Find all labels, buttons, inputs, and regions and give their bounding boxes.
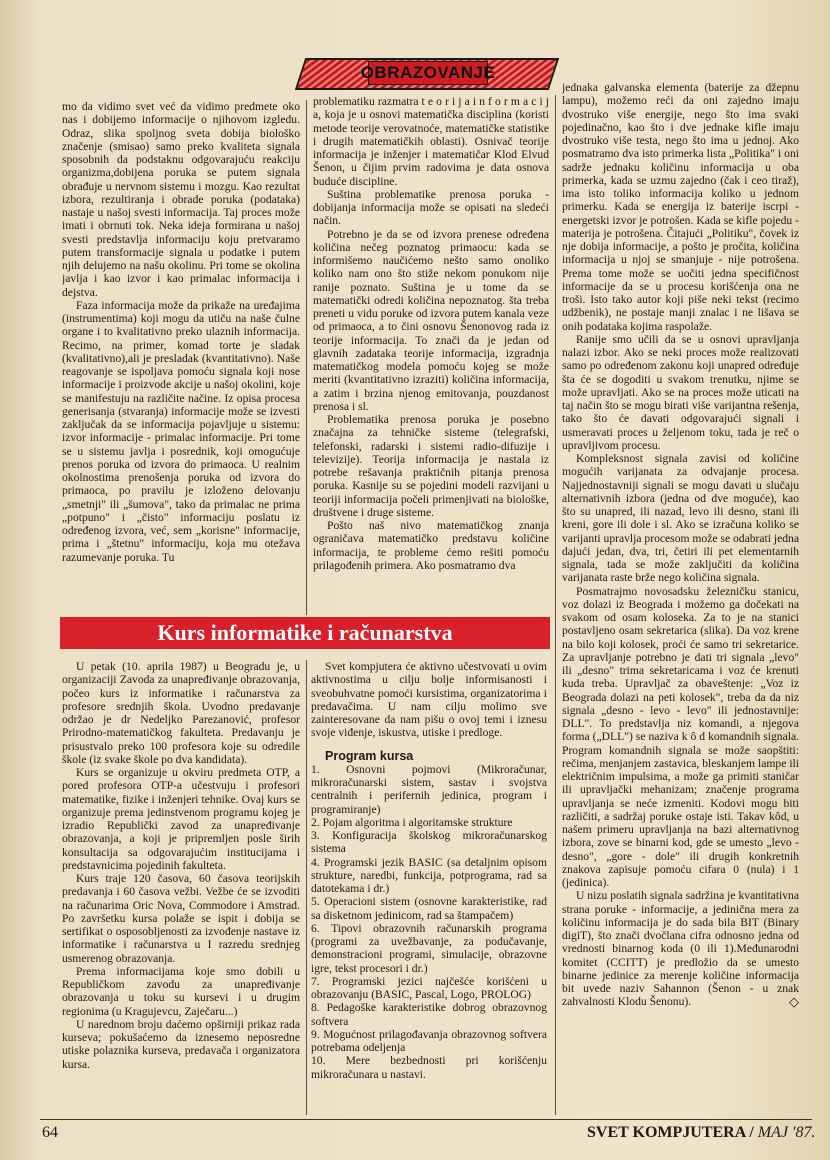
paragraph: Posmatrajmo novosadsku železničku stanicu, voz dolazi iz Beograda i možemo ga dočekati na svakom od osam koloseka. Za to je na stanici postavljeno osam sekretarica (slika). Da voz krene na bilo koji kolosek, proći će samo tri sekretarice. Za upravljanje potrebno je dati tri signala „levo" ili „desno" trima sekretaricama i voz će krenuti kuda treba. Upravljač za obaveštenje: „Voz iz Beograda dolazi na peti kolosek", treba da da niz signala „desno - levo - levo" ili jednostavnije: DLL". To predstavlja niz komandi, a njegova forma („DLL") se naziva k ô d komandnih signala. Program komandnih signala se može saopštiti: rečima, menjanjem zastavica, bleskanjem lampe ili električnim impulsima, a može ga primiti staničar ili upravljački mehanizam; značenje programa upravljanja se neće izmeniti. Kodovi mogu biti različiti, a sadržaj poruke ostaje isti. Takav kôd, u našem primeru upravljanja na bazi alternativnog izbora, zove se binarni kod, gde se umesto „levo - desno", „gore - dole" ili drugih konkretnih znakova zapisuje pomoću cifara 0 (nula) i 1 (jedinica). <box>562 584 799 889</box>
column-divider <box>306 660 307 1115</box>
paragraph: U petak (10. aprila 1987) u Beogradu je, u organizaciji Zavoda za unapređivanje obrazovanja, počeo kurs iz informatike i računarstva za profesore srednjih škola. Uvodno predavanje održao je dr Nedeljko Parezanović, profesor Prirodno-matematičkog fakulteta. Predavanju je prisustvalo preko 100 profesora koje su odredile škole (iz svake škole po dva kandidata). <box>62 660 300 766</box>
program-list-item: 2. Pojam algoritma i algoritamske strukture <box>311 815 513 829</box>
section-title: OBRAZOVANJE <box>360 63 496 82</box>
paragraph: Kompleksnost signala zavisi od količine mogućih varijanata za odvajanje procesa. Najjednostavniji signali se mogu davati u slučaju alternativnih izbora (jedna od dve moguće), kao što su unapred, ili nazad, levo ili desno, stani ili kreni, gore ili dole i sl. Ako se izračuna koliko se varijanti upravlja procesom može se odabrati jedna dajući jedan, dva, tri, četiri ili pet elementarnih signala, tada se može zaključiti da količina varijanata raste brže nego količina signala. <box>562 452 799 585</box>
article2-column-1 <box>62 660 300 1115</box>
program-list-item: 7. Programski jezici najčešće korišćeni u obrazovanju (BASIC, Pascal, Logo, PROLOG) <box>311 974 547 1001</box>
program-list-item: 4. Programski jezik BASIC (sa detaljnim opisom strukture, naredbi, funkcija, potprograma, rad sa datotekama i dr.) <box>311 855 547 895</box>
paragraph: mo da vidimo svet već da vidimo predmete oko nas i dobijemo informacije o njihovom izgledu. Odraz, slika spoljnog sveta dobija biološko značenje (smisao) samo preko kvaliteta signala sposobnih da podstaknu odgovarajuću reakciju organizma,dobijena poruka se putem signala obrađuje u nervnom sistemu i mozgu. Kao rezultat izbora, rezultiranja i obrade poruka (podataka) nastaje u našoj svesti informacija. Taj proces može imati i obrnuti tok. Neka ideja formirana u našoj svesti predstavlja informaciju koju pretvaramo putem transformacije signala u podatke i putem njih delujemo na našu okolinu. Pri tome se okolina javlja i kao izvor i kao primalac informacija i dejstva. <box>62 100 300 299</box>
paragraph: Kurs se organizuje u okviru predmeta OTP, a pored profesora OTP-a učestvuju i profesori matematike, fizike i inženjeri tehnike. Ovaj kurs se organizuje prema jedinstvenom programu kojeg je izradio Republički zavod za unapređivanje obrazovanja, a koji je pripremljen posle širih konsultacija sa odgovarajućim institucijama i predstavnicima pojedinih fakulteta. <box>62 766 300 872</box>
column-divider <box>306 100 307 615</box>
magazine-issue: MAJ '87. <box>757 1124 816 1141</box>
paragraph: Suština problematike prenosa poruka - dobijanja informacija može se opisati na sledeći način. <box>313 187 549 228</box>
section-banner <box>360 61 496 85</box>
magazine-name: SVET KOMPJUTERA / <box>587 1124 754 1141</box>
paragraph: Kurs traje 120 časova, 60 časova teorijskih predavanja i 60 časova vežbi. Vežbe će se izvoditi na računarima Oric Nova, Commodore i Amstrad. Po završetku kursa polaže se ispit i dobija se sertifikat o osposobljenosti za izvođenje nastave iz informatike i računarstva u I razredu srednjeg usmerenog obrazovanja. <box>62 872 300 965</box>
magazine-footer <box>587 1124 815 1142</box>
program-list-item: 9. Mogućnost prilagođavanja obrazovnog softvera potrebama odeljenja <box>311 1027 547 1054</box>
page-number: 64 <box>42 1124 58 1141</box>
program-list-item: 8. Pedagoške karakteristike dobrog obrazovnog softvera <box>311 1001 547 1028</box>
program-list-item: 6. Tipovi obrazovnih računarskih programa (programi za uvežbavanje, za podučavanje, demonstracioni programi, simulacije, obrazovne igre, tekst procesori i dr.) <box>311 921 547 975</box>
paragraph: Ranije smo učili da se u osnovi upravljanja nalazi izbor. Ako se neki proces može realizovati samo po određenom zakonu koji unapred određuje šta će se dogoditi u svakom trenutku, njime se može upravljati. Ako se na proces može uticati na taj način što se mogu birati više varijantna rešenja, tako što će davati odgovarajući signali i usmeravati proces u željenom toku, tada je reč o upravljivom procesu. <box>562 332 799 452</box>
article2-title-bar <box>60 617 550 649</box>
program-list-item: 1. Osnovni pojmovi (Mikroračunar, mikroračunarski sistem, sastav i svojstva centralnih i perifernih jedinica, program i programiranje) <box>311 762 547 816</box>
program-list-item: 3. Konfiguracija školskog mikroračunarskog sistema <box>311 829 547 856</box>
program-heading: Program kursa <box>325 748 414 763</box>
end-of-article-icon: ◇ <box>789 994 799 1010</box>
paragraph: problematiku razmatra t e o r i j a i n f o r m a c i j a, koja je u osnovi matematička disciplina (koristi metode teorije verovatnoće, matematičke statistike i drugih matematičkih oblasti). Osnivač teorije informacija je inženjer i matematičar Klod Elvud Šenon, u čijim prvim radovima je data osnova buduće discipline. <box>313 95 549 188</box>
paragraph: Faza informacija može da prikaže na uređajima (instrumentima) koji mogu da utiču na naše čulne organe i to kvalitativno preko ulaznih informacija. Recimo, na primer, komad torte je sladak (kvalitativno),ali je presladak (kvantitativno). Naše reagovanje se ispoljava pomoću signala koji nose informacije i proizvode akcije u našoj okolini, koje se manifestuju na različite načine. Iz opisa procesa generisanja (stvaranja) informacije može se izvesti zaključak da se informacija pojavljuje u sistemu: izvor informacije - primalac informacije. Pri tome se u sistemu javlja i posrednik, koji omogućuje prenos poruka od izvora do primaoca. U realnim okolnostima prenošenja poruka od izvora do primaoca, po pravilu je izloženo delovanju „smetnji" ili „šumova", tako da primalac ne prima „potpuno" i „čisto" informaciju poslatu iz određenog izvora, već, sem „korisne" informacije, prima i „štetnu" informaciju, koja mu otežava razumevanje poruka. Tu <box>62 298 300 564</box>
program-list-item: 5. Operacioni sistem (osnovne karakteristike, rad sa disketnom jedinicom, rad sa štampačem) <box>311 895 547 922</box>
column-divider <box>555 95 556 1115</box>
paragraph: Pošto naš nivo matematičkog znanja ograničava matematičko predstavu količine informacija, te probleme ćemo rešiti pomoću prilagođenih primera. Ako posmatramo dva <box>313 519 549 572</box>
paragraph: Problematika prenosa poruka je posebno značajna za tehničke sisteme (telegrafski, telefonski, radarski i sistemi radio-difuzije i televizije). Teorija informacija je nastala iz potrebe rešavanja praktičnih pitanja prenosa poruka. Kasnije su se pojedini modeli razvijani u teoriji informacija počeli primenjivati na biološke, društvene i druge sisteme. <box>313 413 549 519</box>
program-list-item: 10. Mere bezbednosti pri korišćenju mikroračunara u nastavi. <box>311 1054 547 1081</box>
footer-rule <box>40 1119 812 1120</box>
paragraph: Prema informacijama koje smo dobili u Republičkom zavodu za unapređivanje obrazovanja u toku su kursevi i u drugim regionima (u Kragujevcu, Zaječaru...) <box>62 964 300 1018</box>
paragraph: Svet kompjutera će aktivno učestvovati u ovim aktivnostima u cilju bolje informisanosti i sveobuhvatne pomoći kursistima, organizatorima i predavačima. U nam cilju molimo sve zainteresovane da nam pišu o ovoj temi i iznesu svoje viđenje, iskustva, utiske i predloge. <box>311 660 547 740</box>
paragraph: U nizu poslatih signala sadržina je kvantitativna strana poruke - informacije, a jedinična mera za količinu informacija je do sada bila BIT (Binary digiT), što znači dvočlana cifra odnosno jedna od vrednosti binarnog koda (0 ili 1).Međunarodni komitet (CCITT) je predložio da se umesto binarne jedinice za merenje količine informacija bit uvede naziv Sahannon (Šenon - u znak zahvalnosti Klodu Šenonu). ◇ <box>562 889 799 1010</box>
article2-column-2 <box>311 660 547 1115</box>
article1-column-1 <box>62 100 300 615</box>
article1-column-3 <box>562 81 799 1116</box>
paragraph: jednaka galvanska elementa (baterije za džepnu lampu), možemo reći da oni zajedno imaju dvostruko više energije, nego što ima svaki pojedinačno, kao što i dve jednake kifle imaju dvostruko više testa, nego što ima u jednoj. Ako posmatramo dva isto primerka lista „Politika" i oni sadrže jednaku količinu informacija u oba primerka, kada se uzmu zajedno (čak i ceo tiraž), ima isto toliko informacija koliko u jednom primerku. Kada se energija iz baterije iscrpi - energetski izvor je potrošen. Kada se kifle pojedu - materija je potrošena. Čitajući „Politiku", čovek iz nje dobija informacije, a pošto je pročita, količina informacija u njoj se smanjuje - nije potrošena. Prema tome može se uočiti jedna specifičnost informacije da se u procesu korišćenja ona ne troši. Isto tako autor koji piše neki tekst (recimo udžbenik), ne postaje manji znalac i ne lišava se onih podataka kojima raspolaže. <box>562 81 799 333</box>
paragraph: Potrebno je da se od izvora prenese određena količina nečeg poznatog primaocu: kada se informišemo naučićemo nešto samo onoliko koliko nam ono što stiže nekom ponukom nije ranije poznato. Suština je u tome da se matematički odredi količina nepoznatog. šta treba preneti u vidu poruke od izvora putem kanala veze od primaoca, a to čini osnovu Šenonovog rada iz teorije informacija. To znači da je jedan od glavnih zadataka teorije informacija, izgradnja matematičkog modela pomoću kojeg se može meriti (kvantitativno izraziti) količina informacija, a zatim i brzina njenog emitovanja, pouzdanost prenosa i sl. <box>313 227 549 413</box>
article1-column-2 <box>313 95 549 615</box>
paragraph: U narednom broju daćemo opširniji prikaz rada kurseva; pokušaćemo da iznesemo neposredne utiske polaznika kurseva, predavača i organizatora kursa. <box>62 1017 300 1071</box>
article2-title: Kurs informatike i računarstva <box>157 620 453 645</box>
